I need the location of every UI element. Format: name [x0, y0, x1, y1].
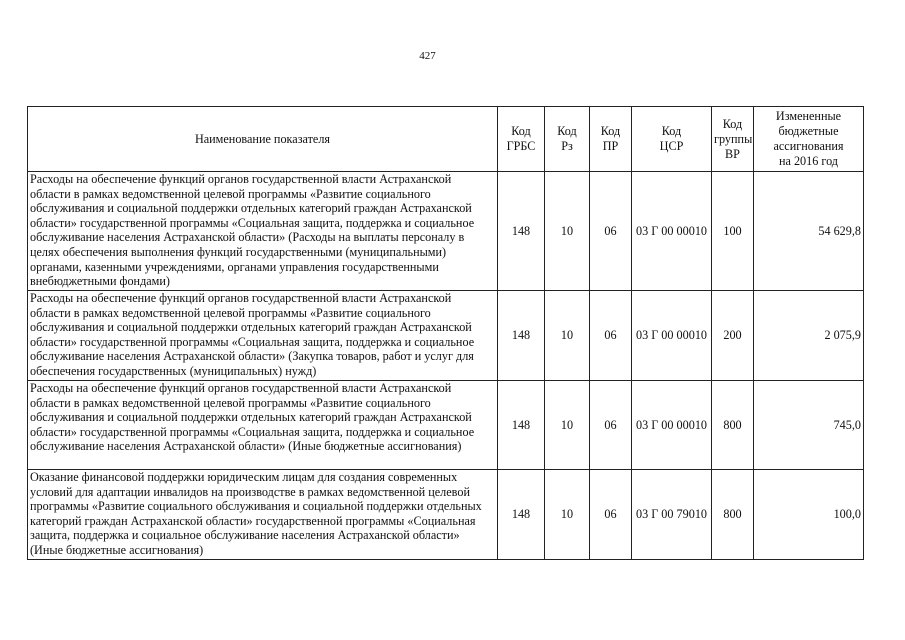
header-label: ВР [725, 146, 740, 161]
grbs-code-cell: 148 [498, 172, 545, 291]
indicator-name-cell: Расходы на обеспечение функций органов государственной власти Астраханской области в рамках ведомственной целевой программы «Развитие социального обслуживания и социальной поддержки отдельных категорий граждан Астраханской области» государственной программы «Социальная защита, поддержка и социальное обслуживание населения Астраханской области» (Иные бюджетные ассигнования) [28, 381, 498, 470]
grbs-code-cell: 148 [498, 470, 545, 560]
header-vr-code [712, 107, 754, 172]
amount-cell: 2 075,9 [754, 291, 864, 381]
header-label: на 2016 год [778, 154, 839, 168]
amount-cell: 100,0 [754, 470, 864, 560]
header-label: Код [661, 124, 682, 138]
csr-code-cell: 03 Г 00 00010 [632, 291, 712, 381]
header-label: ЦСР [659, 139, 684, 153]
table-header-row [28, 107, 864, 172]
grbs-code-cell: 148 [498, 381, 545, 470]
table-row [28, 291, 864, 381]
header-csr-code [632, 107, 712, 172]
grbs-code-cell: 148 [498, 291, 545, 381]
budget-allocation-table [27, 106, 864, 560]
csr-code-cell: 03 Г 00 79010 [632, 470, 712, 560]
vr-code-cell: 800 [712, 381, 754, 470]
header-label: Измененные [775, 109, 842, 123]
rz-code-cell: 10 [545, 172, 590, 291]
table-row [28, 381, 864, 470]
header-label: ГРБС [506, 139, 536, 153]
header-pr-code [590, 107, 632, 172]
vr-code-cell: 800 [712, 470, 754, 560]
header-label: Код [557, 124, 577, 138]
header-label: Наименование показателя [194, 131, 331, 146]
table-row [28, 470, 864, 560]
header-label: Код [511, 124, 531, 138]
header-label: Код [600, 124, 621, 138]
header-label: группы [714, 131, 753, 146]
header-label: бюджетные [778, 124, 839, 138]
indicator-name-cell: Оказание финансовой поддержки юридическим лицам для создания современных условий для адаптации инвалидов на производстве в рамках ведомственной целевой программы «Развитие социального обслуживания и социальной поддержки отдельных категорий граждан Астраханской области» государственной программы «Социальная защита, поддержка и социальное обслуживание населения Астраханской области» (Иные бюджетные ассигнования) [28, 470, 498, 560]
header-indicator-name [28, 107, 498, 172]
table-row [28, 172, 864, 291]
rz-code-cell: 10 [545, 291, 590, 381]
vr-code-cell: 100 [712, 172, 754, 291]
header-label: Код [722, 116, 743, 131]
rz-code-cell: 10 [545, 381, 590, 470]
indicator-name-cell: Расходы на обеспечение функций органов государственной власти Астраханской области в рамках ведомственной целевой программы «Развитие социального обслуживания и социальной поддержки отдельных категорий граждан Астраханской области» государственной программы «Социальная защита, поддержка и социальное обслуживание населения Астраханской области» (Расходы на выплаты персоналу в целях обеспечения выполнения функций государственными (муниципальными) органами, казенными учреждениями, органами управления государственными внебюджетными фондами) [28, 172, 498, 291]
csr-code-cell: 03 Г 00 00010 [632, 381, 712, 470]
pr-code-cell: 06 [590, 172, 632, 291]
csr-code-cell: 03 Г 00 00010 [632, 172, 712, 291]
amount-cell: 745,0 [754, 381, 864, 470]
page-number: 427 [419, 50, 436, 62]
pr-code-cell: 06 [590, 381, 632, 470]
amount-cell: 54 629,8 [754, 172, 864, 291]
header-rz-code [545, 107, 590, 172]
vr-code-cell: 200 [712, 291, 754, 381]
pr-code-cell: 06 [590, 470, 632, 560]
header-grbs-code [498, 107, 545, 172]
header-label: Рз [561, 139, 573, 153]
pr-code-cell: 06 [590, 291, 632, 381]
rz-code-cell: 10 [545, 470, 590, 560]
indicator-name-cell: Расходы на обеспечение функций органов государственной власти Астраханской области в рамках ведомственной целевой программы «Развитие социального обслуживания и социальной поддержки отдельных категорий граждан Астраханской области» государственной программы «Социальная защита, поддержка и социальное обслуживание населения Астраханской области» (Закупка товаров, работ и услуг для обеспечения государственных (муниципальных) нужд) [28, 291, 498, 381]
header-label: ПР [602, 139, 619, 153]
header-label: ассигнования [773, 139, 844, 153]
header-amount [754, 107, 864, 172]
